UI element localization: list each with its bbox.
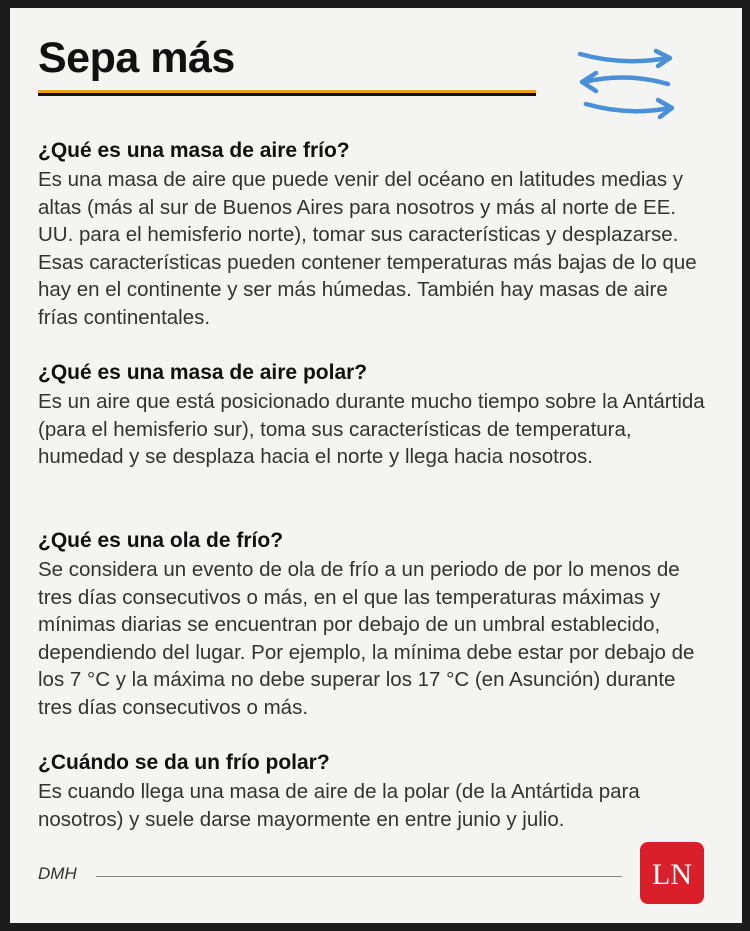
section-cold-air-mass xyxy=(38,136,710,332)
page-title: Sepa más xyxy=(38,34,235,82)
author-credit: DMH xyxy=(38,864,77,883)
ln-logo-mark xyxy=(644,853,700,893)
section-polar-cold xyxy=(38,748,710,833)
title-underline xyxy=(38,90,536,96)
section-cold-wave xyxy=(38,526,710,722)
info-card xyxy=(10,8,742,923)
section-body: Es una masa de aire que puede venir del océano en latitudes medias y altas (más al sur de Buenos Aires para nosotros y más al norte de EE. UU. para el hemisferio norte), tomar sus características y desplazarse. Esas características pueden contener temperaturas más bajas de lo que hay en el continente y ser más húmedas. También hay masas de aire frías continentales. xyxy=(38,168,697,329)
section-heading: ¿Qué es una ola de frío? xyxy=(38,529,284,552)
wind-arrows-icon xyxy=(568,42,678,126)
footer-divider xyxy=(96,876,622,877)
section-polar-air-mass xyxy=(38,358,710,471)
section-body: Es cuando llega una masa de aire de la polar (de la Antártida para nosotros) y suele darse mayormente en entre junio y julio. xyxy=(38,780,640,831)
section-heading: ¿Qué es una masa de aire polar? xyxy=(38,361,368,384)
section-heading: ¿Cuándo se da un frío polar? xyxy=(38,751,330,774)
section-body: Se considera un evento de ola de frío a un periodo de por lo menos de tres días consecutivos o más, en el que las temperaturas máximas y mínimas diarias se encuentran por debajo de un umbral establecido, dependiendo del lugar. Por ejemplo, la mínima debe estar por debajo de los 7 °C y la máxima no debe superar los 17 °C (en Asunción) durante tres días consecutivos o más. xyxy=(38,558,695,719)
section-body: Es un aire que está posicionado durante mucho tiempo sobre la Antártida (para el hemisferio sur), toma sus características de temperatura, humedad y se desplaza hacia el norte y llega hacia nosotros. xyxy=(38,390,705,469)
section-heading: ¿Qué es una masa de aire frío? xyxy=(38,139,350,162)
logo-text: LN xyxy=(652,858,692,891)
ln-logo xyxy=(640,842,704,904)
